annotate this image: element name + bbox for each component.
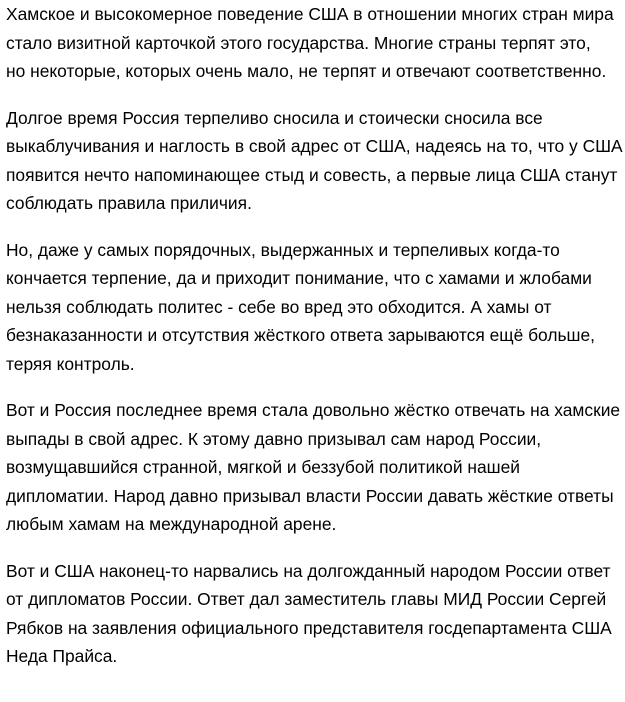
paragraph-line: стало визитной карточкой этого государства. Многие страны терпят это, xyxy=(6,32,591,53)
paragraph-line: Вот и Россия последнее время стала довольно жёстко отвечать на хамские xyxy=(6,400,621,420)
paragraph-line: Рябков на заявления официального представителя госдепартамента США xyxy=(6,617,612,638)
paragraph-line: выпады в свой адрес. К этому давно призывал сам народ России, xyxy=(6,428,542,449)
paragraph-line: Но, даже у самых порядочных, выдержанных и терпеливых когда-то xyxy=(6,239,560,260)
paragraph-5 xyxy=(6,557,622,671)
article-body xyxy=(6,0,622,689)
paragraph-2 xyxy=(6,104,622,218)
paragraph-line: от дипломатов России. Ответ дал заместитель главы МИД России Сергей xyxy=(6,589,607,609)
paragraph-1 xyxy=(6,0,622,86)
paragraph-line: любым хамам на международной арене. xyxy=(6,514,337,534)
paragraph-line: кончается терпение, да и приходит понимание, что с хамами и жлобами xyxy=(6,268,592,288)
paragraph-line: появится нечто напоминающее стыд и совесть, а первые лица США станут xyxy=(6,164,618,185)
paragraph-line: соблюдать правила приличия. xyxy=(6,193,252,213)
paragraph-line: безнаказанности и отсутствия жёсткого ответа зарываются ещё больше, xyxy=(6,325,596,345)
paragraph-line: Неда Прайса. xyxy=(6,646,118,666)
paragraph-4 xyxy=(6,396,622,539)
paragraph-3 xyxy=(6,236,622,379)
paragraph-line: возмущавшийся странной, мягкой и беззубой политикой нашей xyxy=(6,457,520,477)
paragraph-line: Вот и США наконец-то нарвались на долгожданный народом России ответ xyxy=(6,560,611,581)
paragraph-line: Хамское и высокомерное поведение США в отношении многих стран мира xyxy=(6,4,614,24)
paragraph-line: но некоторые, которых очень мало, не терпят и отвечают соответственно. xyxy=(6,61,607,81)
paragraph-line: выкаблучивания и наглость в свой адрес от США, надеясь на то, что у США xyxy=(6,136,623,156)
paragraph-line: теряя контроль. xyxy=(6,353,135,374)
paragraph-line: Долгое время Россия терпеливо сносила и стоически сносила все xyxy=(6,107,543,128)
paragraph-line: дипломатии. Народ давно призывал власти России давать жёсткие ответы xyxy=(6,485,614,506)
paragraph-line: нельзя соблюдать политес - себе во вред это обходится. А хамы от xyxy=(6,296,552,317)
